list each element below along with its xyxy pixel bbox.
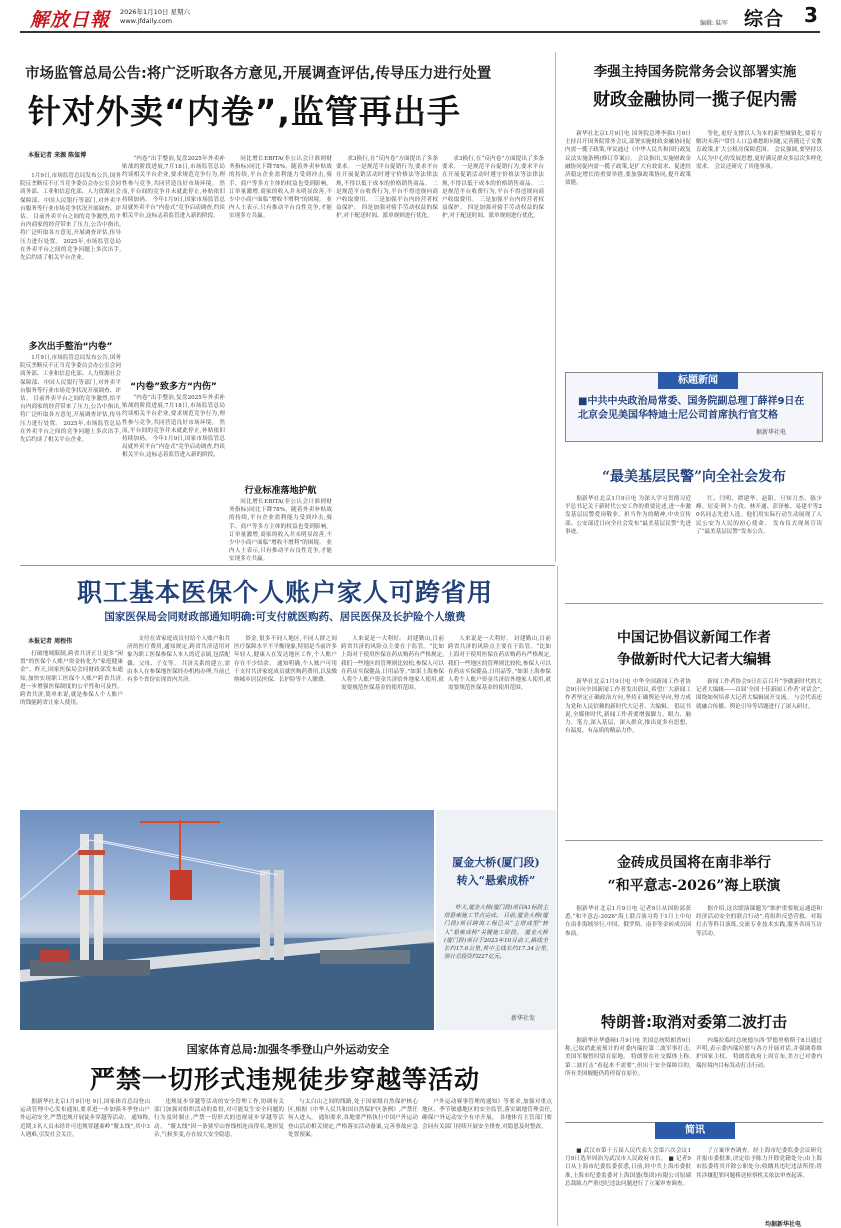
masthead bbox=[0, 0, 841, 32]
middle-rule bbox=[20, 565, 555, 566]
bridge-caption-title-2: 转入“悬索成桥” bbox=[456, 874, 536, 887]
lead-col-1: 1月9日,市场监管总局发布公告,国务院反垄断反不正当竞争委员会办公室会同商务部、工业和信息化部、人力资源社会保障部、中国人民银行等部门,对外卖平台服务等行业市场竞争状况开展调查、评估。 目前外卖平台之间的竞争激烈,给平台内商家的经营带来了压力,公告中指出,将广泛听取各方意见,开展调查评估,传导压力进行处置。 2025年,市场监管总局在外卖平台之间的竞争问题上多次出手,先后约谈了相关平台企业。 bbox=[20, 173, 121, 262]
lead-col-5: 求3换行,在“反内卷”方面提出了多条要求。 一是规范平台促销行为,要求平台在开展促销活动时遵守价格法等法律法规,不得以低于成本的价格销售商品。 二是规范平台收费行为,平台不得违规向商户收取费用。 三是加强平台内经营者权益保护。 四是加强对骑手劳动权益的保护,对于配送时间、派单规则进行优化。 bbox=[442, 156, 544, 220]
lead-divider bbox=[555, 52, 556, 562]
bridge-caption: 昨天,厦金大桥(厦门段)项目A1标段主塔悬索施工节点完成。 目前,厦金大桥(厦门段)项目跨海工程已从“主塔成型”转入“悬索成桥”关键施工阶段。 厦金大桥(厦门段)项目于2023年10月动工,路线全长约17.6公里,其中主线长约17.34公里,预计总投资约227亿元。 bbox=[444, 905, 548, 961]
banner-news-source: 据新华社电 bbox=[756, 429, 787, 436]
lead-subhead-3: 行业标准落地护航 bbox=[244, 486, 317, 496]
briefs-title: 简讯 bbox=[655, 1122, 735, 1139]
lead-col-3: 同比增长EBITA(非公认会计准则财务指标)同比下降78%。随着外卖补贴战的持续,平台企业盈利能力受到冲击,骑手、商户等多方主体的权益也受到影响。 订单量激增,商家的收入并未明显改善,不少中小商户面临“增收不增利”的困境。 业内人士表示,只有推动平台良性竞争,才能实现多方共赢。 bbox=[229, 156, 332, 220]
issue-date: 2026年1月10日 星期六 bbox=[120, 8, 191, 16]
right-rule-2 bbox=[565, 840, 823, 841]
trump-col-2: 内瑞拉临时总统德尔西·罗德里格斯于8日通过声明,表示委内瑞拉愿与各方开展对话,并强调将维护国家主权。 特朗普政府上周宣布,美方已对委内瑞拉境内目标发动打击行动。 bbox=[696, 1038, 822, 1069]
journalists-col-1: 新华社北京1月9日电 中华全国新闻工作者协会9日向全国新闻工作者发出倡议,希望广大新闻工作者坚定正确政治方向,坚持正确舆论导向,努力成为党和人民信赖的新时代大记者、大编辑。 倡议书说,全媒体时代,新闻工作者要增强脚力、眼力、脑力、笔力,深入基层、深入群众,推出更多有思想、有温度、有品质的精品力作。 bbox=[565, 679, 691, 735]
page-number: 3 bbox=[804, 3, 818, 27]
state-council-headline-2: 财政金融协同一揽子促内需 bbox=[593, 90, 797, 110]
briefs-col-1: ■ 武汉市第十五届人民代表大会第六次会议1月9日选举周治为武汉市人民政府市长。 ■ 记者9日从上海市纪委监委获悉,日前,经中共上海市委批准,上海市纪委监委对上海国盛(集团)有限公司原副总裁陈力严重违纪违法问题进行了立案审查调查。 bbox=[565, 1148, 691, 1187]
lead-col-1b: 1月9日,市场监管总局发布公告,国务院反垄断反不正当竞争委员会办公室会同商务部、工业和信息化部、人力资源社会保障部、中国人民银行等部门,对外卖平台服务等行业市场竞争状况开展调查、评估。 目前外卖平台之间的竞争激烈,给平台内商家的经营带来了压力,公告中指出,将广泛听取各方意见,开展调查评估,传导压力进行处置。 2025年,市场监管总局在外卖平台之间的竞争问题上多次出手,先后约谈了相关平台企业。 bbox=[20, 355, 121, 444]
grassroots-col-1: 据新华社北京1月9日电 为深入学习贯彻习近平总书记关于新时代公安工作的重要论述,进一步激发基层民警爱岗敬业、担当作为的精神,中央宣传部、公安部近日向全社会发布“最美基层民警”先进事迹。 bbox=[565, 496, 691, 535]
medical-byline: 本报记者 周程伟 bbox=[28, 638, 73, 645]
masthead-rule bbox=[20, 31, 820, 33]
drill-headline-2: “和平意志-2026”海上联演 bbox=[607, 878, 781, 894]
bridge-photo bbox=[20, 810, 434, 1030]
bridge-photo-source: 新华社发 bbox=[511, 1015, 536, 1022]
grassroots-headline: “最美基层民警”向全社会发布 bbox=[601, 469, 787, 485]
drill-col-2: 据介绍,这次联演课题为“维护重要航运通道和经济活动安全的联合行动”,将组织反恐营救、对海打击等科目演练,交流专业技术实践,服务各国互访等活动。 bbox=[696, 906, 822, 937]
briefs-col-2: 了立案审查调查。经上海市纪委监委会议研究并报市委批准,决定给予陈力开除党籍处分;由上海市监委将其开除公职处分;收缴其违纪违法所得;将其涉嫌犯罪问题移送检察机关依法审查起诉。 bbox=[696, 1148, 822, 1179]
lead-kicker: 市场监管总局公告:将广泛听取各方意见,开展调查评估,传导压力进行处置 bbox=[25, 66, 492, 82]
lead-headline: 针对外卖“内卷”,监管再出手 bbox=[28, 92, 461, 131]
website-url[interactable]: www.jfdaily.com bbox=[120, 17, 173, 25]
bridge-caption-box bbox=[436, 810, 556, 1030]
lead-col-3b: 同比增长EBITA(非公认会计准则财务指标)同比下降78%。随着外卖补贴战的持续,平台企业盈利能力受到冲击,骑手、商户等多方主体的权益也受到影响。 订单量激增,商家的收入并未明显改善,不少中小商户面临“增收不增利”的困境。 业内人士表示,只有推动平台良性竞争,才能实现多方共赢。 bbox=[229, 499, 332, 563]
editor-credit: 编辑: 陆军 bbox=[700, 20, 728, 27]
journalists-headline-1: 中国记协倡议新闻工作者 bbox=[617, 630, 771, 646]
lead-col-2: “内卷”出手整治,复盘2025年外卖补贴战的阶段进展,7月18日,市场监管总局约谈相关平台企业,要求规范竞争行为,理性参与竞争,共同营造良好市场环境。 然而,平台间的竞争并未就此停止,补贴依旧持续加码。 今年1月9日,国家市场监管总局就外卖平台“内卷式”竞争启动调查,约谈相关平台,这标志着监管进入新的阶段。 bbox=[122, 156, 225, 220]
sports-col-4: 户外运动赛事管理的通知》等要求,加强对重点地区、季节敏感地区的安全监管,落实属地管理责任,确保户外运动安全有序开展。 各地体育主管部门要会同有关部门持续开展安全排查,对隐患及时整改。 bbox=[422, 1099, 552, 1130]
drill-headline-1: 金砖成员国将在南非举行 bbox=[617, 855, 771, 871]
medical-subtitle: 国家医保局会同财政部通知明确:可支付就医购药、居民医保及长护险个人缴费 bbox=[104, 611, 466, 623]
lead-byline: 本报记者 来源 陈玺博 bbox=[28, 152, 87, 159]
briefs-source: 均据新华社电 bbox=[765, 1221, 802, 1228]
newspaper-logo: 解放日報 bbox=[30, 9, 111, 31]
sports-headline: 严禁一切形式违规徒步穿越等活动 bbox=[89, 1065, 480, 1094]
trump-headline: 特朗普:取消对委第二波打击 bbox=[601, 1013, 787, 1031]
lead-subhead-1: 多次出手整治“内卷” bbox=[28, 342, 113, 352]
medical-col-3: 资金,很多不同人地区,不同人群之间医疗保障水平不平衡现象,特别是当前许多年轻人,健康人在发达地区工作,个人账户存在不少结余。 通知明确,个人账户可用于支付共济家庭成员就医购药费用,以及缴纳城乡居民医保、长护险等个人缴费。 bbox=[234, 636, 337, 684]
state-council-col-2: 等化,更好支撑以人为本的新型城镇化,要着力解决未落户常住人口急难愁盼问题,完善随迁子女教育政策,扩大公租房保障范围。 会议强调,要坚持以人民为中心的发展思想,更好满足群众多层次多样化需求。 会议还研究了其他事项。 bbox=[696, 131, 822, 170]
banner-news-item[interactable]: ■中共中央政治局常委、国务院副总理丁薛祥9日在北京会见美国华特迪士尼公司首席执行官艾格 bbox=[578, 396, 805, 421]
sports-kicker: 国家体育总局:加强冬季登山户外运动安全 bbox=[186, 1043, 390, 1056]
state-council-col-1: 新华社北京1月9日电 国务院总理李强1月9日主持召开国务院常务会议,部署实施财政金融协同促内需一揽子政策,审议通过《中华人民共和国行政复议法实施条例(修订草案)》。 会议指出,实施财政金融协同促内需一揽子政策,是扩大有效需求、促进经济稳定增长的重要举措,要加强政策协同,提升政策效能。 bbox=[565, 131, 691, 187]
sports-col-3: 与太白山之间的线路,处于国家级自然保护核心区,根据《中华人民共和国自然保护区条例》,严禁任何人进入。 通知要求,各地要严格执行中国户外运动登山活动相关规定,严格落实活动备案,完善事故应急处置预案。 bbox=[288, 1099, 418, 1138]
right-column-divider bbox=[557, 566, 558, 1226]
lead-col-2b: “内卷”出手整治,复盘2025年外卖补贴战的阶段进展,7月18日,市场监管总局约谈相关平台企业,要求规范竞争行为,理性参与竞争,共同营造良好市场环境。 然而,平台间的竞争并未就此停止,补贴依旧持续加码。 今年1月9日,国家市场监管总局就外卖平台“内卷式”竞争启动调查,约谈相关平台,这标志着监管进入新的阶段。 bbox=[122, 395, 225, 459]
journalists-headline-2: 争做新时代大记者大编辑 bbox=[617, 652, 771, 668]
right-rule-1 bbox=[565, 603, 823, 604]
grassroots-col-2: 红、闫明、谭建华、赵阳、旦知刀杰、陈少峰、居麦·阿卜力孜、林开通、彭泽栋、易建平等20名同志先进人选。他们用实际行动生动展现了人民公安为人民的初心使命。 发布仪式现场宣读了“最美基层民警”发布公告。 bbox=[696, 496, 822, 535]
state-council-headline-1: 李强主持国务院常务会议部署实施 bbox=[593, 64, 797, 80]
medical-col-5: 人来说是一大利好。 封建勤山,目前跨省共济的风险点主要在于监管。“比如上海对于使用医保在药店购药有严格规定,我们一些地区的管理则比较松,参保人可以在药店买保健品,日用品等。”如果上海参保人将个人账户资金共济给外地家人使用,就需要规范医保基金的使用范围。 bbox=[448, 636, 551, 692]
medical-headline: 职工基本医保个人账户家人可跨省用 bbox=[76, 578, 493, 607]
banner-news-title: 标题新闻 bbox=[658, 372, 738, 389]
briefs-box bbox=[565, 1122, 823, 1226]
medical-col-1: 打破地域限制,跨省共济正让更多“闲置”的医保个人账户资金转化为“家庭健康金”。昨天,国家医保局会同财政部发布通知,加快实现职工医保个人账户跨省共济,进一步增强医保制度的公平性和可及性。 跨省共济,简单来说,就是参保人个人账户的钱能跨省让家人使用。 bbox=[20, 651, 123, 707]
section-name: 综合 bbox=[744, 8, 785, 30]
trump-col-1: 据新华社华盛顿1月9日电 美国总统特朗普9日称,已取消此前预计的对委内瑞拉第二波军事打击,美国军舰暂时留在原地。 特朗普在社交媒体上称,第二波打击“看起来不需要”,但出于安全保障目的,所有美国舰艇仍将停留在原位。 bbox=[565, 1038, 691, 1077]
journalists-col-2: 新闻工作者协会9日在京召开“争做新时代的大记者大编辑——首届‘全国十佳新闻工作者’对话会”,围绕如何培养大记者大编辑展开交流。 与会代表还就融合传播、舆论引导等话题进行了深入研讨。 bbox=[696, 679, 822, 710]
bridge-illustration bbox=[20, 810, 434, 1030]
bridge-caption-title-1: 厦金大桥(厦门段) bbox=[452, 856, 540, 869]
lead-col-4: 求3换行,在“反内卷”方面提出了多条要求。 一是规范平台促销行为,要求平台在开展促销活动时遵守价格法等法律法规,不得以低于成本的价格销售商品。 二是规范平台收费行为,平台不得违规向商户收取费用。 三是加强平台内经营者权益保护。 四是加强对骑手劳动权益的保护,对于配送时间、派单规则进行优化。 bbox=[336, 156, 438, 220]
lead-subhead-2: “内卷”致多方“内伤” bbox=[130, 382, 217, 392]
sports-col-2: 违规徒步穿越等活动的安全管理工作,协调有关部门加强对组织活动的监督,对可能发生安全问题的行为及时制止,严禁一切形式的违规徒步穿越等活动。 “鳌太线”因一条狭窄山脊线相连而得名,地形复杂,气候多变,存在较大安全隐患。 bbox=[154, 1099, 284, 1138]
medical-col-2: 支付在省家庭成员付给个人账户和共济的医疗费用,通知规定,跨省共济适用对象为职工医保参保人本人的近亲属,包括配偶、父母、子女等。 共济关系的建立,需由本人在参保地医保经办机构办理,当前已有多个省份实现省内共济。 bbox=[127, 636, 230, 684]
medical-col-4: 人来说是一大利好。 封建勤山,目前跨省共济的风险点主要在于监管。“比如上海对于使用医保在药店购药有严格规定,我们一些地区的管理则比较松,参保人可以在药店买保健品,日用品等。”如果上海参保人将个人账户资金共济给外地家人使用,就需要规范医保基金的使用范围。 bbox=[341, 636, 444, 692]
banner-news-box bbox=[565, 372, 823, 442]
sports-col-1: 据新华社北京1月9日电 9日,国家体育总局登山运动管理中心发布通知,要求进一步加强冬季登山户外运动安全,严禁违规开展徒步穿越等活动。 通知称,近期,1名人员未经许可违规穿越秦岭“鳌太线”,其中3人遇难,引发社会关注。 bbox=[20, 1099, 150, 1138]
drill-col-1: 据新华社北京1月9日电 记者9日从国防部获悉,“和平意志-2026”海上联合演习将于1月上中旬在南非海域举行,中国、俄罗斯、南非等金砖成员国参演。 bbox=[565, 906, 691, 937]
